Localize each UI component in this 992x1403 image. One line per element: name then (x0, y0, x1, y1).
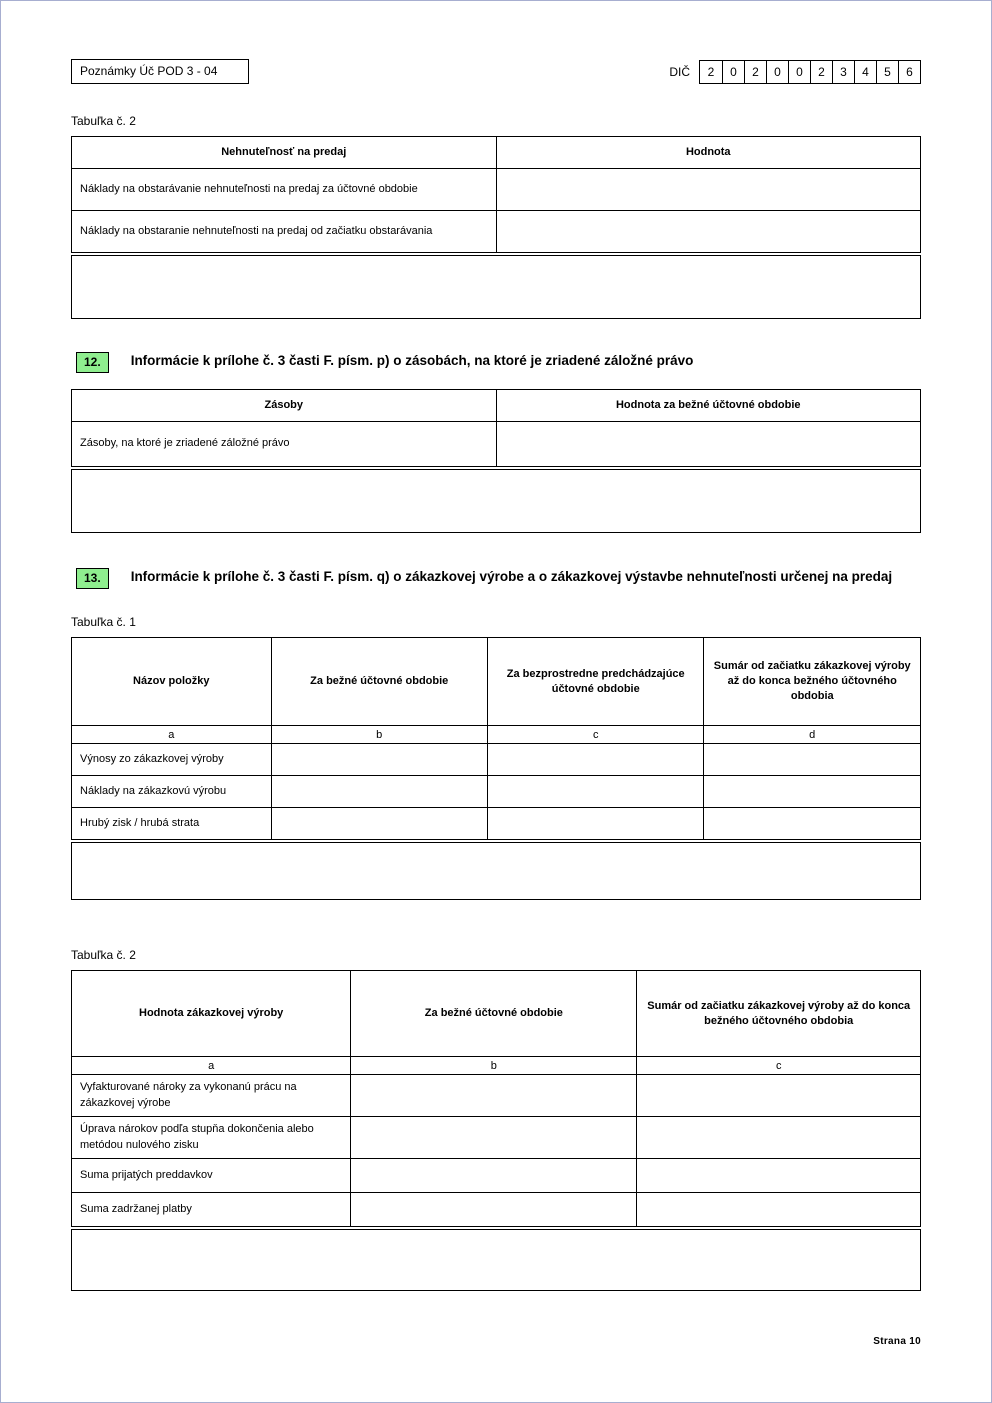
table-row (72, 1159, 921, 1193)
page-header (71, 59, 921, 84)
value-cell[interactable] (351, 1193, 637, 1227)
column-letter: a (72, 726, 272, 744)
column-header: Za bežné účtovné obdobie (351, 971, 637, 1057)
table-row (72, 808, 921, 840)
row-label: Náklady na obstaranie nehnuteľnosti na predaj od začiatku obstarávania (72, 211, 497, 253)
value-cell[interactable] (487, 776, 703, 808)
dic-digit-cell[interactable]: 2 (744, 61, 766, 83)
section-title: Informácie k prílohe č. 3 časti F. písm. q) o zákazkovej výrobe a o zákazkovej výstavbe nehnuteľnosti určenej na predaj (130, 569, 893, 584)
value-cell[interactable] (496, 211, 921, 253)
section-number-badge: 13. (76, 568, 109, 589)
property-sale-table (71, 136, 921, 253)
dic-digit-cell[interactable]: 2 (707, 64, 715, 79)
column-header: Za bezprostredne predchádzajúce účtovné obdobie (487, 638, 703, 726)
column-header: Sumár od začiatku zákazkovej výroby až do konca bežného účtovného obdobia (637, 971, 921, 1057)
form-id-box (71, 59, 249, 84)
table-header-row (72, 137, 921, 169)
column-letter: b (271, 726, 487, 744)
value-cell[interactable] (271, 776, 487, 808)
dic-digit-cell[interactable]: 0 (722, 61, 744, 83)
dic-digit-cell[interactable]: 2 (810, 61, 832, 83)
value-cell[interactable] (351, 1159, 637, 1193)
row-label: Náklady na zákazkovú výrobu (72, 776, 272, 808)
contract-production-table-2 (71, 970, 921, 1227)
value-cell[interactable] (496, 422, 921, 467)
table1-label: Tabuľka č. 1 (71, 615, 136, 629)
value-cell[interactable] (704, 744, 921, 776)
table-row (72, 169, 921, 211)
pledged-inventory-table (71, 389, 921, 467)
row-label: Výnosy zo zákazkovej výroby (72, 744, 272, 776)
section-number-badge: 12. (76, 352, 109, 373)
value-cell[interactable] (704, 776, 921, 808)
column-letter: a (72, 1057, 351, 1075)
table-row (72, 422, 921, 467)
table-row (72, 1193, 921, 1227)
value-cell[interactable] (271, 808, 487, 840)
table2-label: Tabuľka č. 2 (71, 948, 136, 962)
row-label: Vyfakturované nároky za vykonanú prácu na zákazkovej výrobe (72, 1075, 351, 1117)
row-label: Hrubý zisk / hrubá strata (72, 808, 272, 840)
column-letter: c (487, 726, 703, 744)
value-cell[interactable] (496, 169, 921, 211)
column-header: Názov položky (72, 638, 272, 726)
column-letter-row (72, 726, 921, 744)
notes-box[interactable] (71, 255, 921, 319)
dic-digit-cell[interactable]: 4 (854, 61, 876, 83)
value-cell[interactable] (271, 744, 487, 776)
notes-box[interactable] (71, 469, 921, 533)
section-12 (76, 351, 921, 373)
contract-production-table-1 (71, 637, 921, 840)
row-label: Suma prijatých preddavkov (72, 1159, 351, 1193)
table-row (72, 1075, 921, 1117)
value-cell[interactable] (487, 808, 703, 840)
column-header: Hodnota zákazkovej výroby (72, 971, 351, 1057)
section-title: Informácie k prílohe č. 3 časti F. písm. p) o zásobách, na ktoré je zriadené záložné právo (130, 353, 694, 368)
section-13 (76, 567, 921, 589)
value-cell[interactable] (637, 1075, 921, 1117)
property-table-label: Tabuľka č. 2 (71, 114, 136, 128)
column-header: Hodnota za bežné účtovné obdobie (496, 390, 921, 422)
table-header-row (72, 638, 921, 726)
value-cell[interactable] (704, 808, 921, 840)
value-cell[interactable] (351, 1117, 637, 1159)
row-label: Suma zadržanej platby (72, 1193, 351, 1227)
table-header-row (72, 390, 921, 422)
table-row (72, 776, 921, 808)
row-label: Zásoby, na ktoré je zriadené záložné právo (72, 422, 497, 467)
notes-box[interactable] (71, 842, 921, 900)
row-label: Náklady na obstarávanie nehnuteľnosti na predaj za účtovné obdobie (72, 169, 497, 211)
dic-field (699, 60, 921, 84)
value-cell[interactable] (351, 1075, 637, 1117)
value-cell[interactable] (637, 1159, 921, 1193)
column-letter-row (72, 1057, 921, 1075)
column-letter: b (351, 1057, 637, 1075)
value-cell[interactable] (637, 1117, 921, 1159)
notes-box[interactable] (71, 1229, 921, 1291)
column-header: Nehnuteľnosť na predaj (72, 137, 497, 169)
column-header: Za bežné účtovné obdobie (271, 638, 487, 726)
table-row (72, 744, 921, 776)
column-letter: c (637, 1057, 921, 1075)
dic-digit-cell[interactable]: 0 (766, 61, 788, 83)
dic-label: DIČ (669, 64, 690, 79)
table-header-row (72, 971, 921, 1057)
dic-digit-cell[interactable]: 3 (832, 61, 854, 83)
column-header: Zásoby (72, 390, 497, 422)
column-letter: d (704, 726, 921, 744)
page-number: Strana 10 (873, 1336, 921, 1347)
column-header: Sumár od začiatku zákazkovej výroby až do konca bežného účtovného obdobia (704, 638, 921, 726)
value-cell[interactable] (637, 1193, 921, 1227)
dic-digit-cell[interactable]: 6 (898, 61, 920, 83)
dic-digit-cell[interactable]: 5 (876, 61, 898, 83)
column-header: Hodnota (496, 137, 921, 169)
table-row (72, 211, 921, 253)
dic-digit-cell[interactable]: 0 (788, 61, 810, 83)
table-row (72, 1117, 921, 1159)
value-cell[interactable] (487, 744, 703, 776)
row-label: Úprava nárokov podľa stupňa dokončenia alebo metódou nulového zisku (72, 1117, 351, 1159)
form-id-label: Poznámky Úč POD 3 - 04 (80, 64, 218, 78)
dic-group (669, 60, 921, 84)
